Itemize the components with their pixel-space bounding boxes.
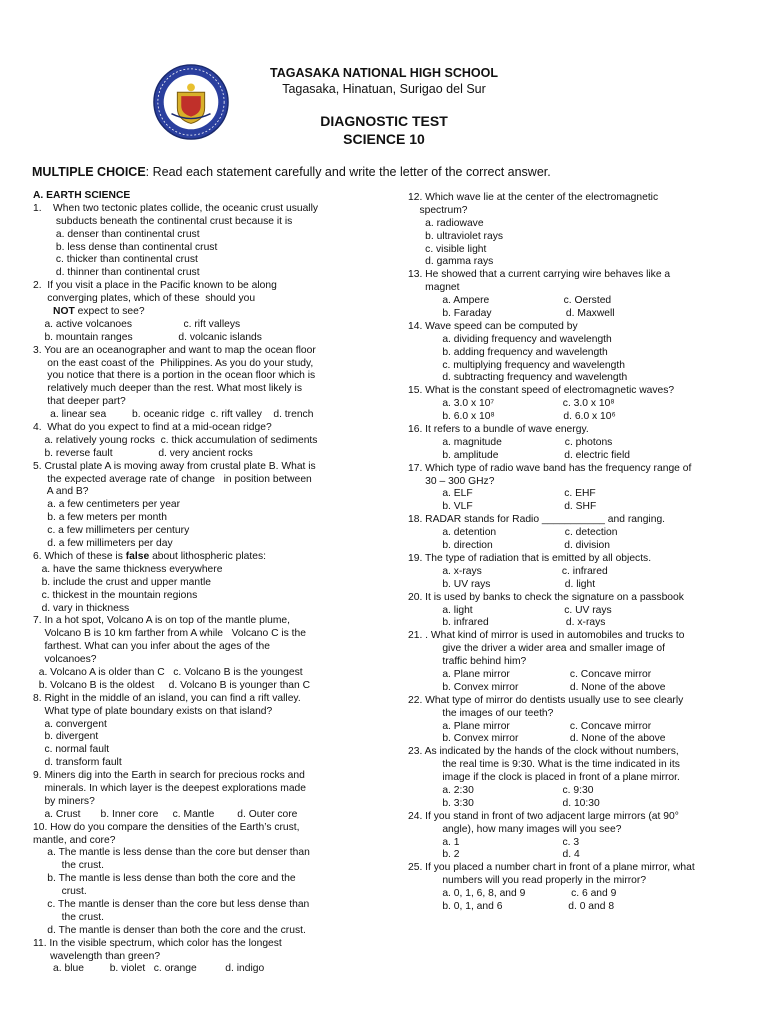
question-line: b. include the crust and upper mantle <box>33 576 212 588</box>
question-line: the crust. <box>33 860 104 872</box>
question-line: relatively much deeper than the rest. What most likely is <box>33 383 302 395</box>
question-line: 11. In the visible spectrum, which color has the longest <box>33 937 282 949</box>
question-line: b. Faraday d. Maxwell <box>408 308 615 320</box>
question-line: b. ultraviolet rays <box>408 230 503 242</box>
question-line: a. x-rays c. infrared <box>408 565 608 577</box>
question-line: 25. If you placed a number chart in front of a plane mirror, what <box>408 862 695 874</box>
right-column <box>408 192 738 914</box>
question-line: d. thinner than continental crust <box>33 267 200 279</box>
question-line: a. Plane mirror c. Concave mirror <box>408 668 652 680</box>
question-line: b. UV rays d. light <box>408 578 596 590</box>
question-line: c. thickest in the mountain regions <box>33 589 198 601</box>
question-line: d. gamma rays <box>408 256 494 268</box>
question-line: 10. How do you compare the densities of the Earth’s crust, <box>33 821 300 833</box>
question-line: 22. What type of mirror do dentists usually use to see clearly <box>408 694 684 706</box>
question-line: crust. <box>33 886 87 898</box>
test-title: DIAGNOSTIC TEST <box>320 113 448 129</box>
school-address: Tagasaka, Hinatuan, Surigao del Sur <box>282 82 486 96</box>
question-line: a. convergent <box>33 718 107 730</box>
question-line: a. magnitude c. photons <box>408 436 613 448</box>
question-line: b. Convex mirror d. None of the above <box>408 681 666 693</box>
question-line: minerals. In which layer is the deepest explorations made <box>33 782 307 794</box>
instructions-text: : Read each statement carefully and write the letter of the correct answer. <box>145 165 551 179</box>
question-line: a. 3.0 x 10⁷ c. 3.0 x 10⁸ <box>408 398 615 410</box>
question-line: 30 – 300 GHz? <box>408 475 495 487</box>
question-line: a. 0, 1, 6, 8, and 9 c. 6 and 9 <box>408 888 617 900</box>
question-line: the real time is 9:30. What is the time indicated in its <box>408 759 680 771</box>
question-line: image if the clock is placed in front of a plane mirror. <box>408 772 680 784</box>
question-line: a. Plane mirror c. Concave mirror <box>408 720 652 732</box>
question-line: a. The mantle is less dense than the core but denser than <box>33 847 310 859</box>
question-line: 1. When two tectonic plates collide, the oceanic crust usually <box>33 202 319 214</box>
question-line: d. The mantle is denser than both the core and the crust. <box>33 924 306 936</box>
question-line: wavelength than green? <box>33 950 161 962</box>
school-name: TAGASAKA NATIONAL HIGH SCHOOL <box>269 66 498 80</box>
question-line: 24. If you stand in front of two adjacent large mirrors (at 90° <box>408 810 679 822</box>
question-line: 9. Miners dig into the Earth in search for precious rocks and <box>33 770 305 782</box>
question-line: 15. What is the constant speed of electromagnetic waves? <box>408 385 675 397</box>
test-subject: SCIENCE 10 <box>343 131 425 147</box>
instructions-label: MULTIPLE CHOICE <box>32 165 146 179</box>
question-line: b. 0, 1, and 6 d. 0 and 8 <box>408 900 615 912</box>
question-line: 21. . What kind of mirror is used in automobiles and trucks to <box>408 630 685 642</box>
question-line: that deeper part? <box>33 396 126 408</box>
question-line: mantle, and core? <box>33 834 116 846</box>
question-line: d. vary in thickness <box>33 602 130 614</box>
question-line: subducts beneath the continental crust because it is <box>33 215 293 227</box>
question-line: angle), how many images will you see? <box>408 823 622 835</box>
question-line: give the driver a wider area and smaller image of <box>408 643 665 655</box>
question-line: spectrum? <box>408 204 468 216</box>
question-line: a. active volcanoes c. rift valleys <box>33 318 241 330</box>
question-line: b. adding frequency and wavelength <box>408 346 608 358</box>
question-line: a. detention c. detection <box>408 527 618 539</box>
question-line: by miners? <box>33 795 95 807</box>
question-line: d. a few millimeters per day <box>33 538 173 550</box>
question-line: c. multiplying frequency and wavelength <box>408 359 625 371</box>
question-line: NOT expect to see? <box>53 306 145 318</box>
question-line: b. 3:30 d. 10:30 <box>408 797 600 809</box>
question-line: a. a few centimeters per year <box>33 499 181 511</box>
question-line: 18. RADAR stands for Radio ___________ and ranging. <box>408 514 666 526</box>
question-line: Volcano B is 10 km farther from A while Volcano C is the <box>33 628 306 640</box>
question-line: traffic behind him? <box>408 656 527 668</box>
question-line: d. transform fault <box>33 757 122 769</box>
question-line: b. 6.0 x 10⁸ d. 6.0 x 10⁶ <box>408 411 616 423</box>
question-line: 14. Wave speed can be computed by <box>408 320 578 332</box>
question-line: 23. As indicated by the hands of the clock without numbers, <box>408 746 679 758</box>
question-line: b. Convex mirror d. None of the above <box>408 733 666 745</box>
question-line: converging plates, which of these should you <box>33 293 256 305</box>
question-line: 3. You are an oceanographer and want to map the ocean floor <box>33 344 316 356</box>
question-line: you notice that there is a portion in the ocean floor which is <box>33 370 316 382</box>
question-line: c. visible light <box>408 243 487 255</box>
question-line: d. subtracting frequency and wavelength <box>408 372 628 384</box>
question-line: a. relatively young rocks c. thick accumulation of sediments <box>33 434 318 446</box>
question-line: What type of plate boundary exists on that island? <box>33 705 273 717</box>
left-column <box>33 190 393 976</box>
question-line: numbers will you read properly in the mirror? <box>408 875 647 887</box>
question-line: c. normal fault <box>33 744 110 756</box>
question-line: a. Ampere c. Oersted <box>408 295 612 307</box>
question-line: b. Volcano B is the oldest d. Volcano B is younger than C <box>33 679 311 691</box>
question-line: 6. Which of these is false about lithospheric plates: <box>33 550 266 562</box>
question-line: b. The mantle is less dense than both the core and the <box>33 873 296 885</box>
question-line: volcanoes? <box>33 654 97 666</box>
question-line: a. light c. UV rays <box>408 604 612 616</box>
question-line: 8. Right in the middle of an island, you can find a rift valley. <box>33 692 301 704</box>
question-line: c. The mantle is denser than the core but less dense than <box>33 898 310 910</box>
question-line: A and B? <box>33 486 89 498</box>
question-line: a. linear sea b. oceanic ridge c. rift valley d. trench <box>33 409 314 421</box>
question-line: b. direction d. division <box>408 540 611 552</box>
question-line: 16. It refers to a bundle of wave energy. <box>408 424 589 436</box>
question-line: 7. In a hot spot, Volcano A is on top of the mantle plume, <box>33 615 291 627</box>
question-line: b. reverse fault d. very ancient rocks <box>33 447 253 459</box>
question-line: a. denser than continental crust <box>33 228 200 240</box>
section-heading: A. EARTH SCIENCE <box>33 190 131 201</box>
instructions <box>32 165 551 179</box>
question-line: 12. Which wave lie at the center of the electromagnetic <box>408 192 659 203</box>
question-line: b. a few meters per month <box>33 512 167 524</box>
question-line: b. divergent <box>33 731 99 743</box>
question-line: a. dividing frequency and wavelength <box>408 333 612 345</box>
question-line: a. radiowave <box>408 217 484 229</box>
question-line: farthest. What can you infer about the ages of the <box>33 641 270 653</box>
question-line: magnet <box>408 282 460 294</box>
question-line: 2. If you visit a place in the Pacific known to be along <box>33 280 277 292</box>
question-line: c. thicker than continental crust <box>33 254 198 266</box>
question-line: 20. It is used by banks to check the signature on a passbook <box>408 591 684 603</box>
question-line: 13. He showed that a current carrying wire behaves like a <box>408 269 671 281</box>
question-line: b. less dense than continental crust <box>33 241 218 253</box>
question-line: 17. Which type of radio wave band has the frequency range of <box>408 462 692 474</box>
question-line: 19. The type of radiation that is emitted by all objects. <box>408 552 652 564</box>
question-line: b. infrared d. x-rays <box>408 617 606 629</box>
question-line: b. mountain ranges d. volcanic islands <box>33 331 262 343</box>
question-line: a. 1 c. 3 <box>408 836 580 848</box>
question-line: c. a few millimeters per century <box>33 525 190 537</box>
question-line: b. VLF d. SHF <box>408 501 597 513</box>
question-line: a. have the same thickness everywhere <box>33 563 223 575</box>
question-line: the images of our teeth? <box>408 707 554 719</box>
question-line: a. 2:30 c. 9:30 <box>408 784 594 796</box>
question-line: the expected average rate of change in position between <box>33 473 312 485</box>
question-line: a. ELF c. EHF <box>408 488 596 500</box>
question-line: b. amplitude d. electric field <box>408 449 631 461</box>
question-line: 4. What do you expect to find at a mid-ocean ridge? <box>33 422 272 434</box>
question-line: b. 2 d. 4 <box>408 849 580 861</box>
question-line: the crust. <box>33 911 104 923</box>
question-line: a. Volcano A is older than C c. Volcano B is the youngest <box>33 666 303 678</box>
question-line: a. Crust b. Inner core c. Mantle d. Outer core <box>33 808 298 820</box>
question-line: a. blue b. violet c. orange d. indigo <box>33 963 265 975</box>
question-line: 5. Crustal plate A is moving away from crustal plate B. What is <box>33 460 316 472</box>
question-line: on the east coast of the Philippines. As you do your study, <box>33 357 314 369</box>
